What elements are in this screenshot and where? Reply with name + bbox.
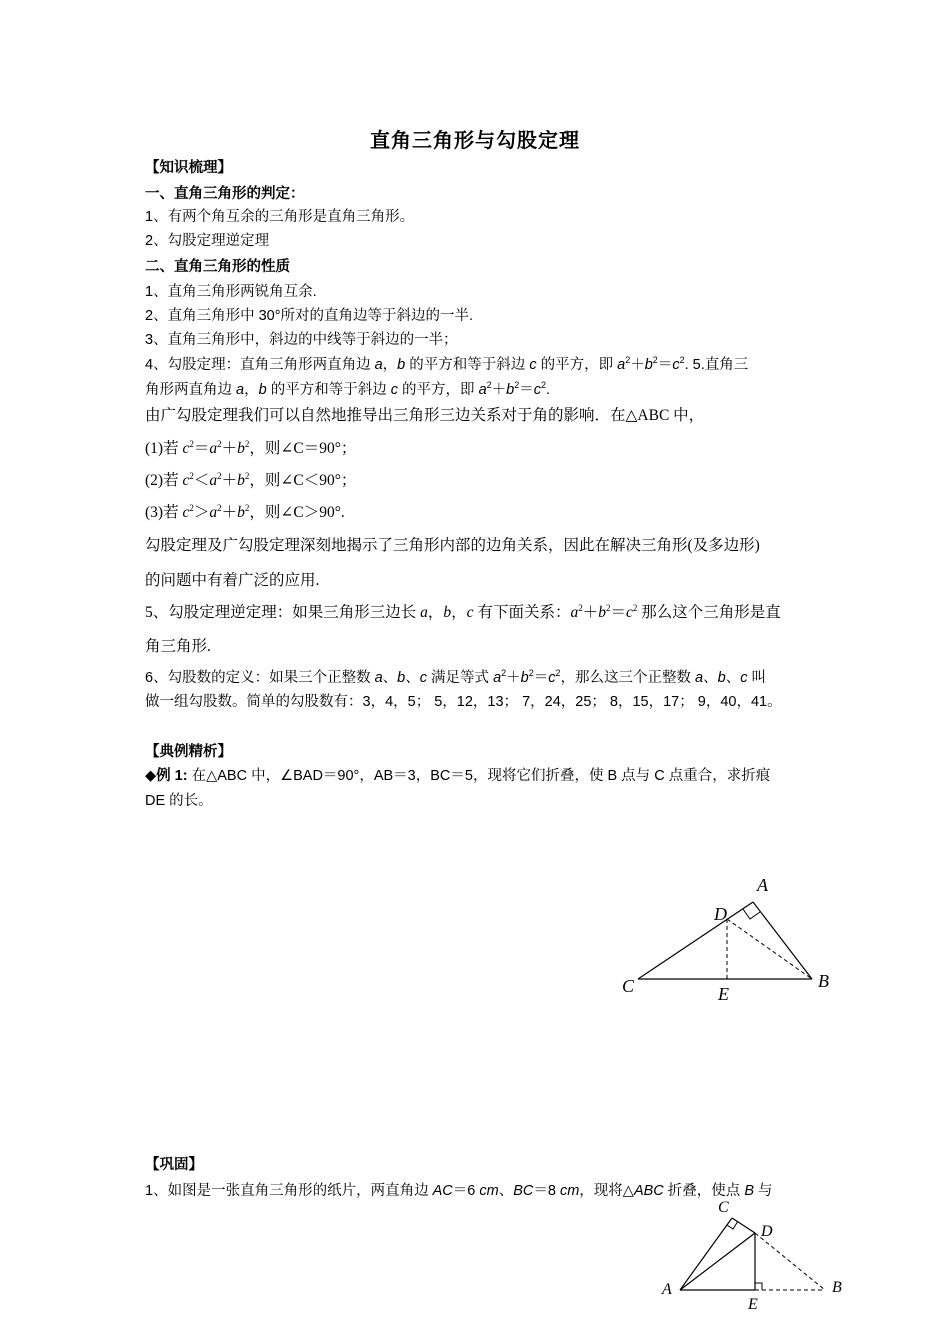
property-2: 2、直角三角形中 30°所对的直角边等于斜边的一半. [145, 308, 474, 324]
exercise-1-triangle-figure [655, 1196, 855, 1316]
property-4-line-2: 角形两直角边 a，b 的平方和等于斜边 c 的平方，即 $a^2+b^2=c^2$. [145, 380, 551, 398]
segment-ac [680, 1218, 732, 1290]
label-a: A [757, 875, 768, 895]
case-3: (3)若 $c^2>a^2+b^2$，则∠C＞90°. [145, 502, 345, 521]
property-3: 3、直角三角形中，斜边的中线等于斜边的一半； [145, 332, 458, 348]
judgement-item-1: 1、有两个角互余的三角形是直角三角形。 [145, 209, 415, 225]
converse-theorem-line-2: 角三角形. [145, 638, 211, 655]
section-knowledge: 【知识梳理】 [145, 160, 232, 176]
example-1-line-2: DE 的长。 [145, 793, 213, 809]
segment-db-dashed [755, 1233, 825, 1290]
page-title: 直角三角形与勾股定理 [370, 130, 580, 152]
property-1: 1、直角三角形两锐角互余. [145, 284, 317, 300]
case-1: (1)若 $c^2=a^2+b^2$，则∠C＝90°； [145, 438, 357, 457]
label-e: E [748, 1296, 758, 1313]
pythagorean-triple-line-1: 6、勾股数的定义：如果三个正整数 a、b、c 满足等式 $a^2+b^2=c^2$，那么这三个正整数 a、b、c 叫 [145, 668, 766, 686]
section-examples: 【典例精析】 [145, 744, 232, 760]
label-e: E [718, 984, 729, 1004]
label-c: C [622, 976, 635, 996]
property-4-line-1: 4、勾股定理：直角三角形两直角边 a，b 的平方和等于斜边 c 的平方，即 $a^2+b^2=c^2$. 5.直角三 [145, 355, 749, 373]
segment-ad [680, 1233, 755, 1290]
label-d: D [761, 1223, 773, 1240]
judgement-item-2: 2、勾股定理逆定理 [145, 233, 270, 249]
pythagorean-triple-line-2: 做一组勾股数。简单的勾股数有：3，4，5； 5，12，13； 7，24，25； 8，15，17； 9，40，41。 [145, 694, 782, 710]
section-consolidate: 【巩固】 [145, 1157, 203, 1173]
application-line-1: 勾股定理及广勾股定理深刻地揭示了三角形内部的边角关系，因此在解决三角形(及多边形) [145, 537, 760, 554]
label-a: A [662, 1281, 672, 1298]
generalized-intro: 由广勾股定理我们可以自然地推导出三角形三边关系对于角的影响．在△ABC 中， [145, 407, 705, 424]
label-b: B [832, 1279, 842, 1296]
segment-ab [753, 902, 812, 979]
example-1-line-1: ◆例 1: 在△ABC 中，∠BAD＝90°，AB＝3，BC＝5，现将它们折叠，使 B 点与 C 点重合，求折痕 [145, 768, 771, 784]
segment-db [727, 919, 812, 979]
exercise-1-line-1: 1、如图是一张直角三角形的纸片，两直角边 AC＝6 cm、BC＝8 cm，现将△ABC 折叠，使点 B 与 [145, 1183, 773, 1199]
right-angle-mark-a [743, 909, 760, 919]
heading-judgement: 一、直角三角形的判定： [145, 186, 305, 202]
label-c: C [718, 1199, 729, 1216]
right-angle-mark-e [755, 1283, 762, 1290]
application-line-2: 的问题中有着广泛的应用. [145, 572, 320, 589]
heading-properties: 二、直角三角形的性质 [145, 259, 290, 275]
label-b: B [818, 971, 829, 991]
case-2: (2)若 $c^2<a^2+b^2$，则∠C＜90°； [145, 470, 357, 489]
example-1-triangle-figure [600, 868, 850, 1008]
segment-ca [638, 902, 753, 979]
label-d: D [714, 904, 727, 924]
converse-theorem-line-1: 5、勾股定理逆定理：如果三角形三边长 a，b，c 有下面关系：$a^2+b^2=c^2$ 那么这个三角形是直 [145, 602, 781, 621]
